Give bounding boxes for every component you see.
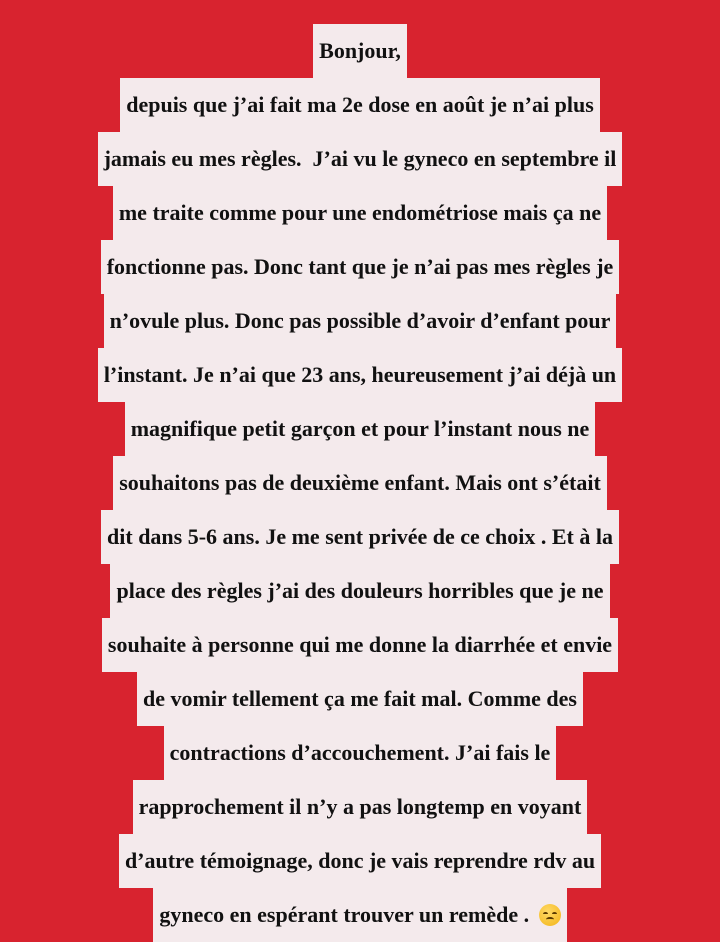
body-text-line: fonctionne pas. Donc tant que je n’ai pas mes règles je <box>101 240 620 294</box>
body-text-line: n’ovule plus. Donc pas possible d’avoir d’enfant pour <box>104 294 617 348</box>
text-line <box>153 888 566 942</box>
body-text-line: jamais eu mes règles. J’ai vu le gyneco en septembre il <box>98 132 623 186</box>
body-text-line: souhaitons pas de deuxième enfant. Mais ont s’était <box>113 456 607 510</box>
body-text-line: depuis que j’ai fait ma 2e dose en août je n’ai plus <box>120 78 600 132</box>
text-line <box>101 240 620 294</box>
body-text-line: d’autre témoignage, donc je vais reprendre rdv au <box>119 834 601 888</box>
body-text-line: souhaite à personne qui me donne la diarrhée et envie <box>102 618 618 672</box>
body-text-line: rapprochement il n’y a pas longtemp en voyant <box>133 780 588 834</box>
text-line <box>164 726 557 780</box>
text-line <box>98 132 623 186</box>
body-text-line: dit dans 5-6 ans. Je me sent privée de ce choix . Et à la <box>101 510 619 564</box>
text-line <box>137 672 583 726</box>
text-line <box>113 186 607 240</box>
text-line <box>125 402 596 456</box>
body-text-line: de vomir tellement ça me fait mal. Comme des <box>137 672 583 726</box>
body-text-line: contractions d’accouchement. J’ai fais le <box>164 726 557 780</box>
text-block <box>0 24 720 942</box>
text-line <box>313 24 407 78</box>
body-text-line: l’instant. Je n’ai que 23 ans, heureusement j’ai déjà un <box>98 348 622 402</box>
body-text-line: me traite comme pour une endométriose mais ça ne <box>113 186 607 240</box>
text-line <box>133 780 588 834</box>
last-line-wrapper <box>153 888 566 942</box>
greeting-text: Bonjour, <box>313 24 407 78</box>
text-line <box>102 618 618 672</box>
text-line <box>119 834 601 888</box>
text-line <box>98 348 622 402</box>
text-line <box>101 510 619 564</box>
text-line <box>110 564 609 618</box>
text-line <box>113 456 607 510</box>
body-text-line: gyneco en espérant trouver un remède . <box>159 902 535 927</box>
body-text-line: magnifique petit garçon et pour l’instant nous ne <box>125 402 596 456</box>
disappointed-face-icon <box>539 904 561 926</box>
body-text-line: place des règles j’ai des douleurs horribles que je ne <box>110 564 609 618</box>
text-line <box>120 78 600 132</box>
text-line <box>104 294 617 348</box>
